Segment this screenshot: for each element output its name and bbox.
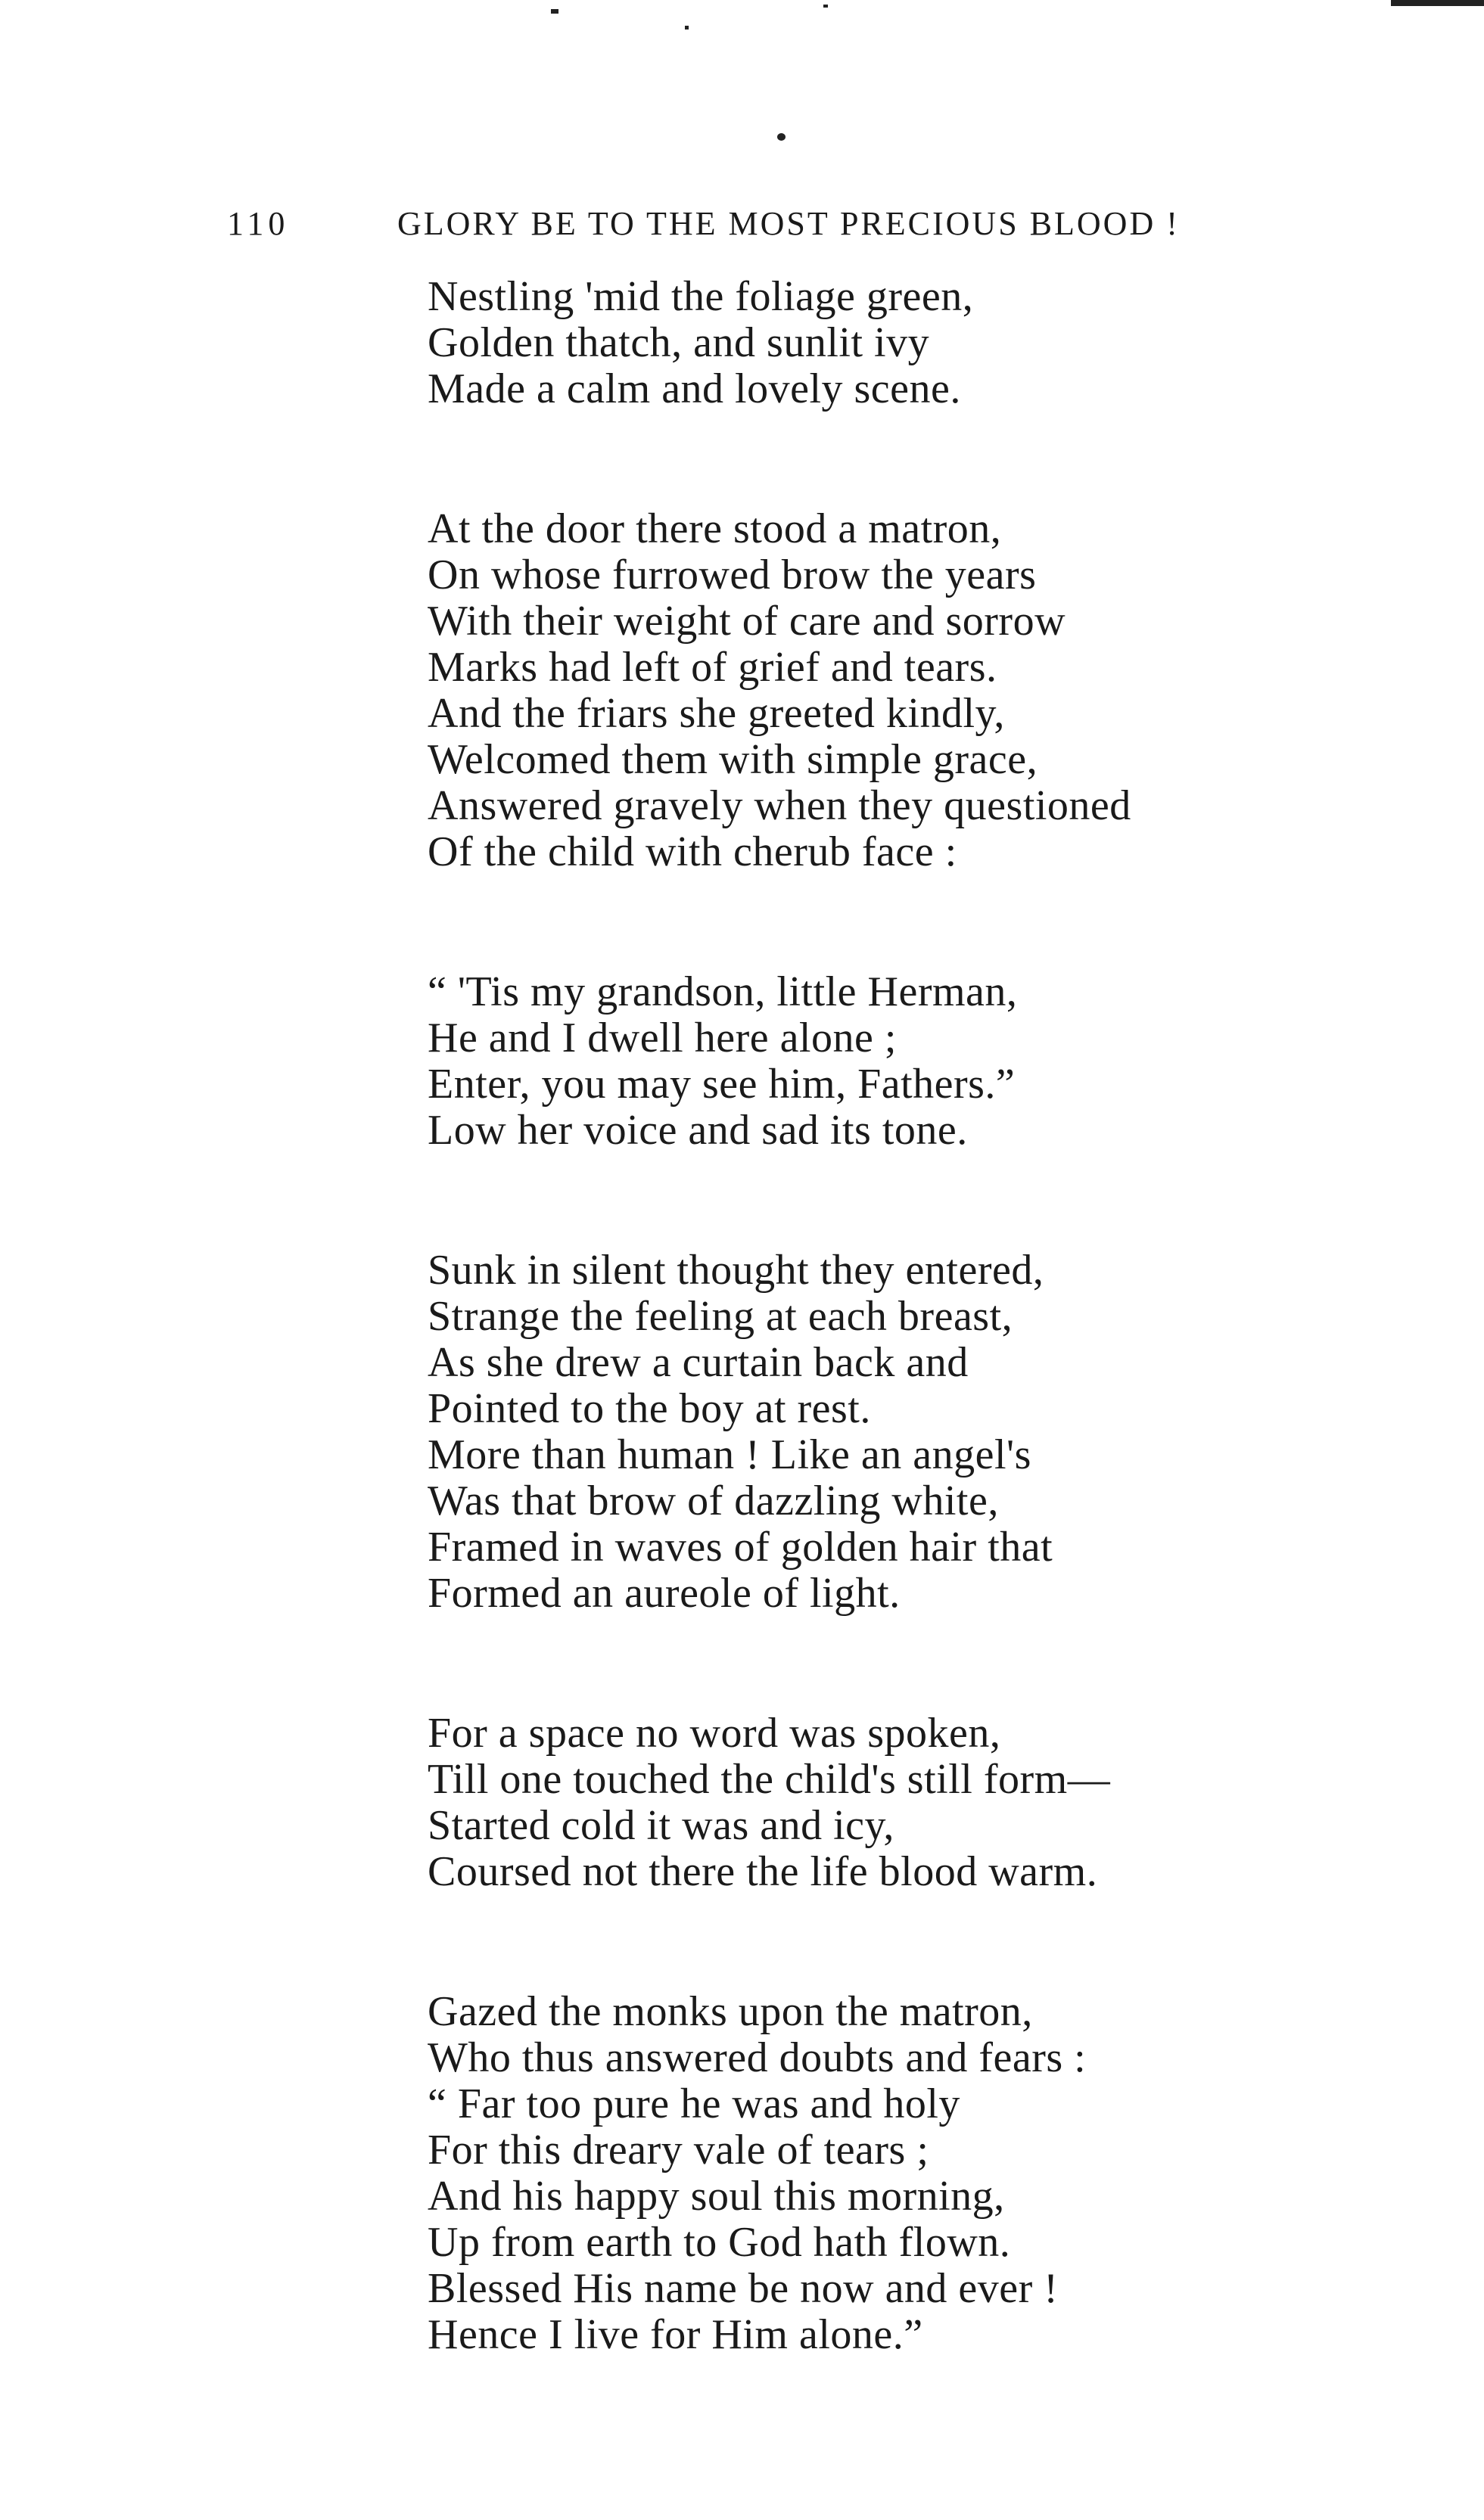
stanza [428,274,1336,412]
poem-line: Formed an aureole of light. [428,1570,901,1617]
poem [428,274,1336,2452]
poem-line: For a space no word was spoken, [428,1710,1001,1757]
poem-line: Framed in waves of golden hair that [428,1524,1053,1571]
poem-line: “ Far too pure he was and holy [428,2080,960,2127]
stanza [428,506,1336,875]
poem-line: As she drew a curtain back and [428,1339,969,1386]
poem-line: Blessed His name be now and ever ! [428,2265,1059,2312]
poem-line: Hence I live for Him alone.” [428,2311,923,2358]
poem-line: Till one touched the child's still form— [428,1756,1111,1803]
poem-line: Gazed the monks upon the matron, [428,1988,1033,2035]
stanza [428,969,1336,1154]
poem-line: At the door there stood a matron, [428,505,1002,552]
running-title: GLORY BE TO THE MOST PRECIOUS BLOOD ! [397,205,1180,242]
poem-line: Answered gravely when they questioned [428,782,1131,829]
poem-line: More than human ! Like an angel's [428,1431,1031,1478]
scan-speck [777,133,786,141]
poem-line: Welcomed them with simple grace, [428,736,1038,783]
poem-line: With their weight of care and sorrow [428,598,1066,645]
poem-line: Strange the feeling at each breast, [428,1293,1013,1340]
scan-speck [685,26,689,30]
poem-line: Started cold it was and icy, [428,1802,894,1849]
poem-line: Who thus answered doubts and fears : [428,2034,1087,2081]
poem-line: Coursed not there the life blood warm. [428,1848,1098,1895]
poem-line: “ 'Tis my grandson, little Herman, [428,968,1018,1015]
poem-line: On whose furrowed brow the years [428,552,1037,598]
poem-line: Nestling 'mid the foliage green, [428,273,974,320]
stanza [428,1248,1336,1617]
page-number: 110 [227,205,290,242]
scan-edge-mark [1391,0,1484,6]
poem-line: Of the child with cherub face : [428,828,957,875]
poem-line: And the friars she greeted kindly, [428,690,1005,737]
poem-line: Pointed to the boy at rest. [428,1385,871,1432]
poem-line: He and I dwell here alone ; [428,1015,897,1061]
poem-line: Golden thatch, and sunlit ivy [428,319,930,366]
running-head [227,198,1271,251]
poem-line: Sunk in silent thought they entered, [428,1247,1044,1294]
stanza [428,1989,1336,2358]
poem-line: Enter, you may see him, Fathers.” [428,1061,1016,1108]
poem-line: Up from earth to God hath flown. [428,2219,1011,2266]
poem-line: For this dreary vale of tears ; [428,2127,929,2174]
poem-line: Marks had left of grief and tears. [428,644,997,691]
poem-line: Low her voice and sad its tone. [428,1107,968,1154]
poem-line: And his happy soul this morning, [428,2173,1005,2220]
scan-speck [551,9,558,14]
stanza [428,1711,1336,1895]
scan-speck [823,5,828,8]
poem-line: Made a calm and lovely scene. [428,365,961,412]
poem-line: Was that brow of dazzling white, [428,1478,999,1524]
